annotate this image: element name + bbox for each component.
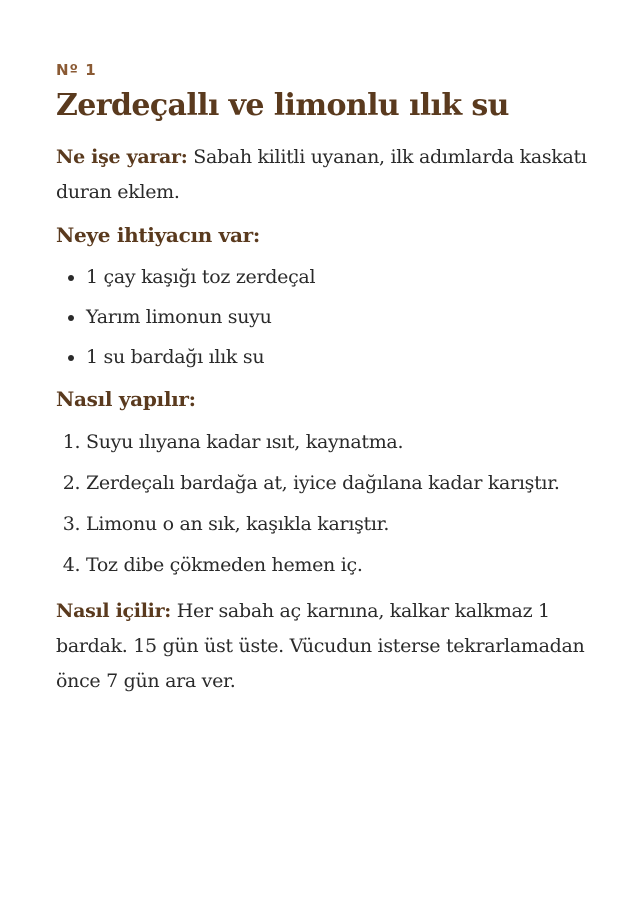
steps-list bbox=[56, 426, 596, 582]
ingredients-list bbox=[56, 262, 596, 372]
usage-text: Her sabah aç karnına, kalkar kalkmaz 1 bardak. 15 gün üst üste. Vücudun isterse tekrarlamadan önce 7 gün ara ver. bbox=[56, 600, 585, 692]
purpose-label: Ne işe yarar: bbox=[56, 146, 188, 168]
recipe-page bbox=[56, 60, 596, 709]
step-item: 1. Suyu ılıyana kadar ısıt, kaynatma. bbox=[86, 426, 596, 459]
steps-heading: Nasıl yapılır: bbox=[56, 387, 196, 411]
recipe-number: Nº 1 bbox=[56, 61, 97, 79]
purpose-text: Sabah kilitli uyanan, ilk adımlarda kaskatı duran eklem. bbox=[56, 146, 587, 203]
recipe-title: Zerdeçallı ve limonlu ılık su bbox=[56, 88, 509, 123]
step-item: 2. Zerdeçalı bardağa at, iyice dağılana kadar karıştır. bbox=[86, 467, 596, 500]
usage-paragraph bbox=[56, 594, 596, 699]
ingredient-item: • 1 su bardağı ılık su bbox=[86, 342, 596, 372]
purpose-paragraph bbox=[56, 140, 596, 210]
ingredients-heading: Neye ihtiyacın var: bbox=[56, 223, 260, 247]
ingredient-item: • Yarım limonun suyu bbox=[86, 302, 596, 332]
step-item: 4. Toz dibe çökmeden hemen iç. bbox=[86, 549, 596, 582]
step-item: 3. Limonu o an sık, kaşıkla karıştır. bbox=[86, 508, 596, 541]
ingredient-item: • 1 çay kaşığı toz zerdeçal bbox=[86, 262, 596, 292]
usage-label: Nasıl içilir: bbox=[56, 600, 171, 622]
